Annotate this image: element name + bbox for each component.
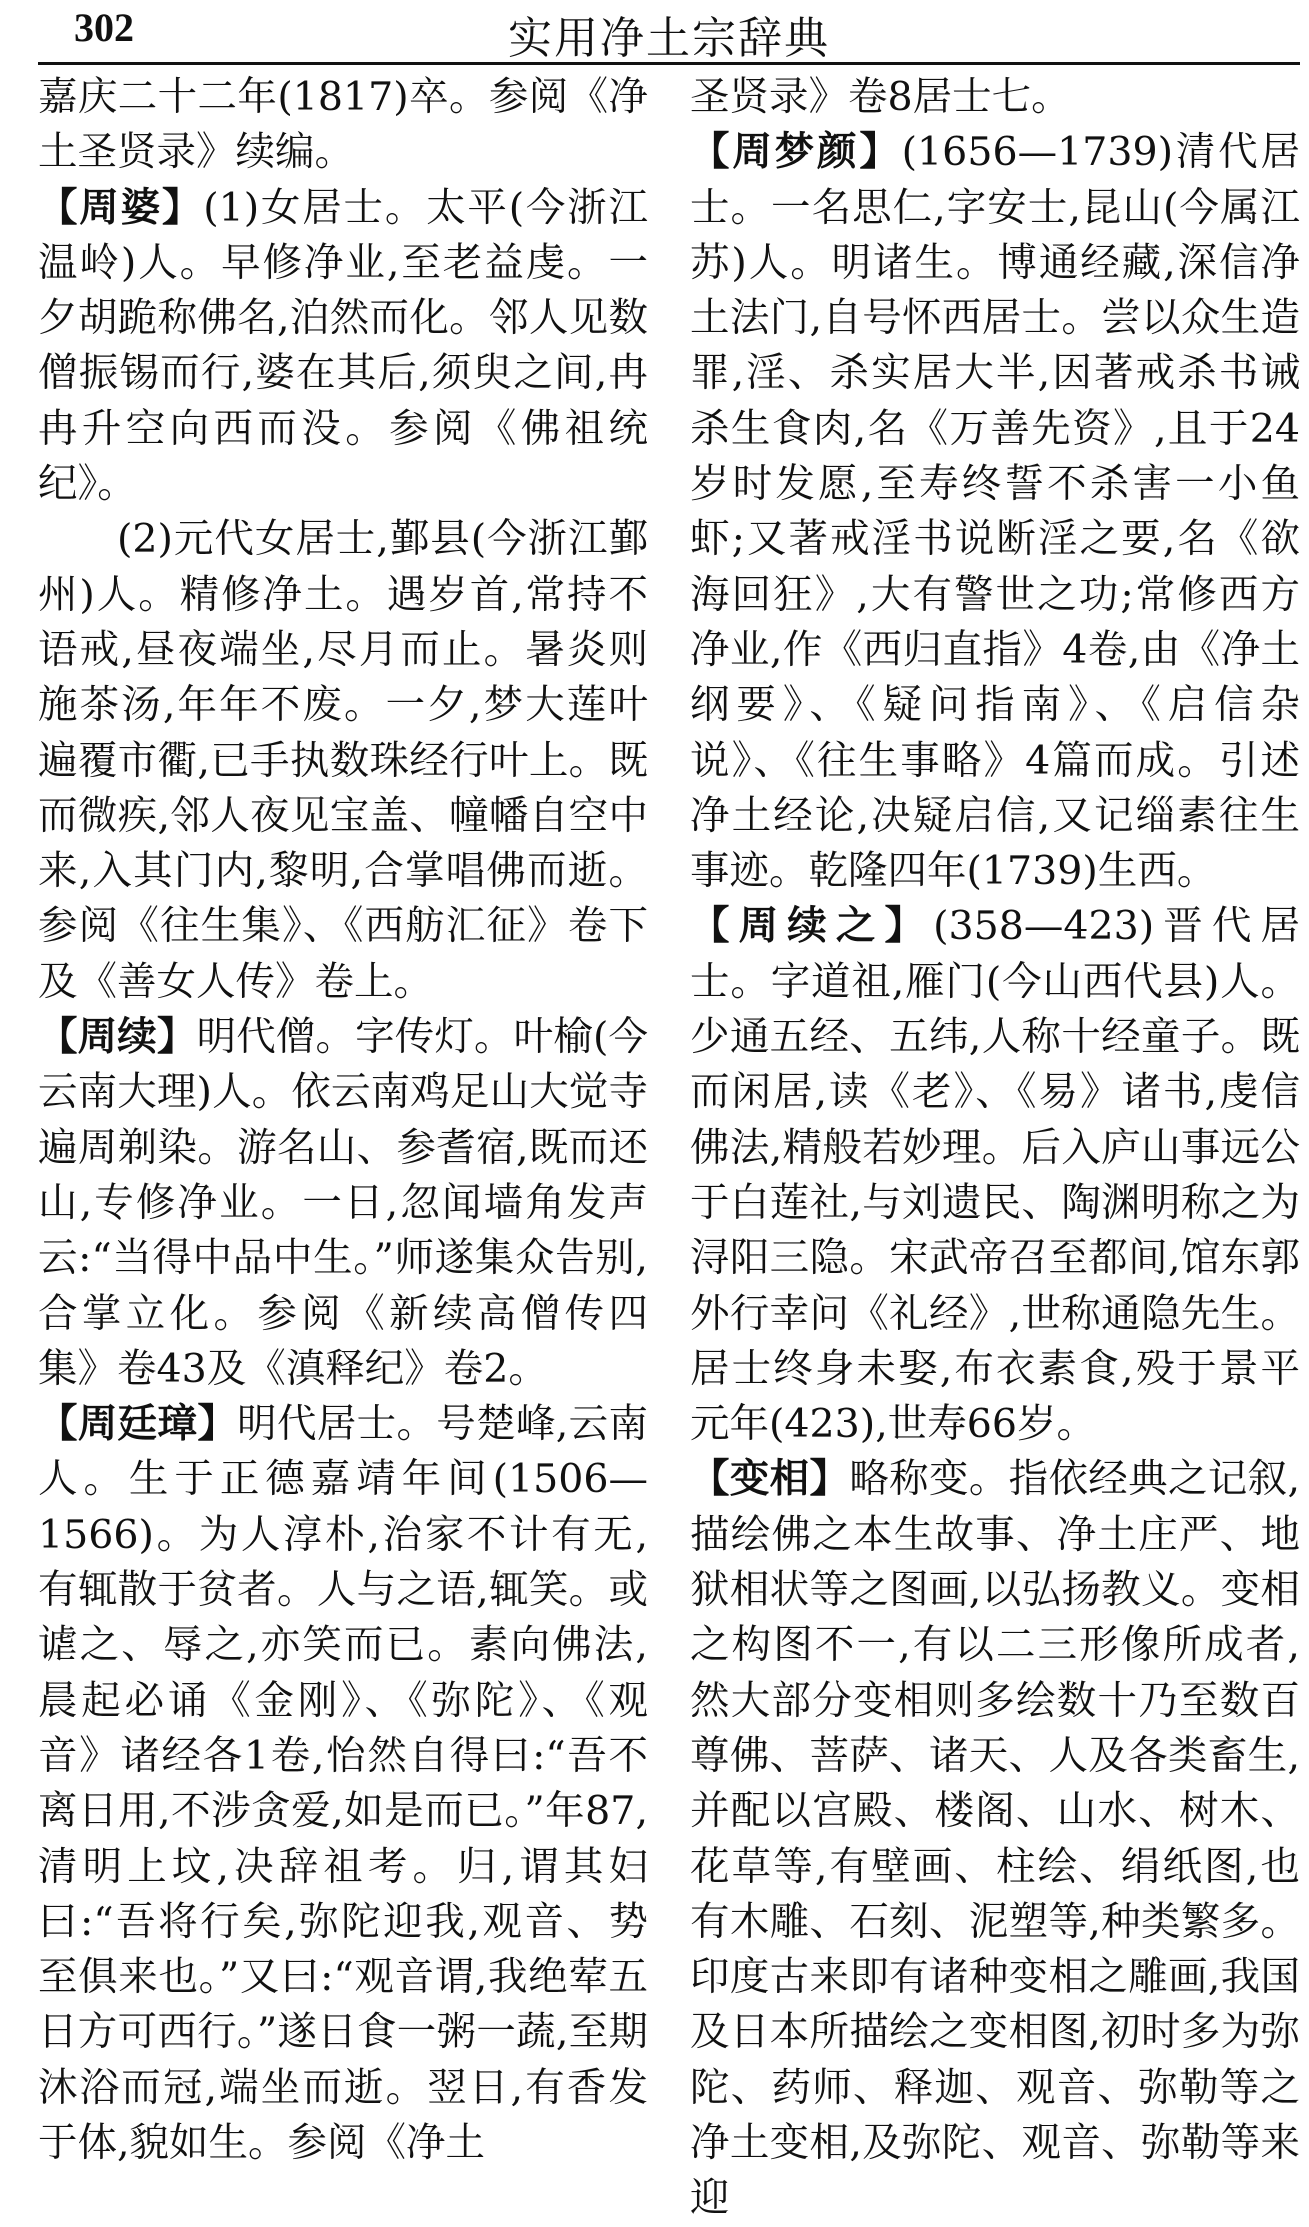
entry-body: (2)元代女居士,鄞县(今浙江鄞州)人。精修净土。遇岁首,常持不语戒,昼夜端坐,尽月而止。暑炎则施茶汤,年年不废。一夕,梦大莲叶遍覆市衢,已手执数珠经行叶上。既而微疾,邻人夜见宝盖、幢幡自空中来,入其门内,黎明,合掌唱佛而逝。参阅《往生集》、《西舫汇征》卷下及《善女人传》卷上。 bbox=[38, 516, 648, 1005]
entry-continuation: 嘉庆二十二年(1817)卒。参阅《净土圣贤录》续编。 bbox=[38, 74, 648, 176]
right-column bbox=[690, 70, 1301, 2222]
entry-body: (1)女居士。太平(今浙江温岭)人。早修净业,至老益虔。一夕胡跪称佛名,泊然而化。邻人见数僧振锡而行,婆在其后,须臾之间,冉冉升空向西而没。参阅《佛祖统纪》。 bbox=[38, 184, 648, 508]
entry-term: 【周梦颜】 bbox=[690, 129, 902, 176]
page-number: 302 bbox=[74, 5, 134, 50]
entry-body: (358—423)晋代居士。字道祖,雁门(今山西代县)人。少通五经、五纬,人称十经童子。既而闲居,读《老》、《易》诸书,虔信佛法,精般若妙理。后入庐山事远公于白莲社,与刘遗民、陶渊明称之为浔阳三隐。宋武帝召至都间,馆东郭外行幸问《礼经》,世称通隐先生。居士终身未娶,布衣素食,殁于景平元年(423),世寿66岁。 bbox=[690, 903, 1301, 1448]
entry-body: (1656—1739)清代居士。一名思仁,字安士,昆山(今属江苏)人。明诸生。博通经藏,深信净土法门,自号怀西居士。尝以众生造罪,淫、杀实居大半,因著戒杀书诫杀生食肉,名《万善先资》,且于24岁时发愿,至寿终誓不杀害一小鱼虾;又著戒淫书说断淫之要,名《欲海回狂》,大有警世之功;常修西方净业,作《西归直指》4卷,由《净土纲要》、《疑问指南》、《启信杂说》、《往生事略》4篇而成。引述净土经论,决疑启信,又记缁素往生事迹。乾隆四年(1739)生西。 bbox=[690, 129, 1300, 895]
left-column bbox=[38, 70, 649, 2166]
entry-zhou-mengyan bbox=[690, 125, 1300, 899]
entry-continuation: 圣贤录》卷8居士七。 bbox=[690, 74, 1071, 120]
entry-term: 【周续之】 bbox=[690, 903, 934, 950]
entry-term: 【变相】 bbox=[690, 1456, 850, 1503]
entry-body: 略称变。指依经典之记叙,描绘佛之本生故事、净土庄严、地狱相状等之图画,以弘扬教义。变相之构图不一,有以二三形像所成者,然大部分变相则多绘数十乃至数百尊佛、菩萨、诸天、人及各类畜生,并配以宫殿、楼阁、山水、树木、花草等,有壁画、柱绘、绢纸图,也有木雕、石刻、泥塑等,种类繁多。印度古来即有诸种变相之雕画,我国及日本所描绘之变相图,初时多为弥陀、药师、释迦、观音、弥勒等之净土变相,及弥陀、观音、弥勒等来迎 bbox=[690, 1456, 1301, 2222]
entry-zhou-xuzhi bbox=[690, 899, 1300, 1452]
entry-term: 【周廷璋】 bbox=[38, 1401, 238, 1448]
entry-term: 【周续】 bbox=[38, 1014, 197, 1061]
entry-term: 【周婆】 bbox=[38, 184, 204, 231]
entry-zhou-tingzhang bbox=[38, 1397, 648, 2171]
entry-body: 明代居士。号楚峰,云南人。生于正德嘉靖年间(1506—1566)。为人淳朴,治家不计有无,有辄散于贫者。人与之语,辄笑。或谑之、辱之,亦笑而已。素向佛法,晨起必诵《金刚》、《弥陀》、《观音》诸经各1卷,怡然自得曰:“吾不离日用,不涉贪爱,如是而已。”年87,清明上坟,决辞祖考。归,谓其妇曰:“吾将行矣,弥陀迎我,观音、势至俱来也。”又曰:“观音谓,我绝荤五日方可西行。”遂日食一粥一蔬,至期沐浴而冠,端坐而逝。翌日,有香发于体,貌如生。参阅《净土 bbox=[38, 1401, 649, 2166]
entry-body: 明代僧。字传灯。叶榆(今云南大理)人。依云南鸡足山大觉寺遍周剃染。游名山、参耆宿,既而还山,专修净业。一日,忽闻墙角发声云:“当得中品中生。”师遂集众告别,合掌立化。参阅《新续高僧传四集》卷43及《滇释纪》卷2。 bbox=[38, 1014, 648, 1392]
page-header bbox=[38, 0, 1300, 65]
entry-zhou-xu bbox=[38, 1010, 648, 1397]
entry-zhou-po bbox=[38, 181, 648, 513]
running-title: 实用净土宗辞典 bbox=[508, 13, 830, 64]
entry-zhou-po-sense-2 bbox=[38, 512, 648, 1010]
entry-bianxiang bbox=[690, 1452, 1300, 2226]
